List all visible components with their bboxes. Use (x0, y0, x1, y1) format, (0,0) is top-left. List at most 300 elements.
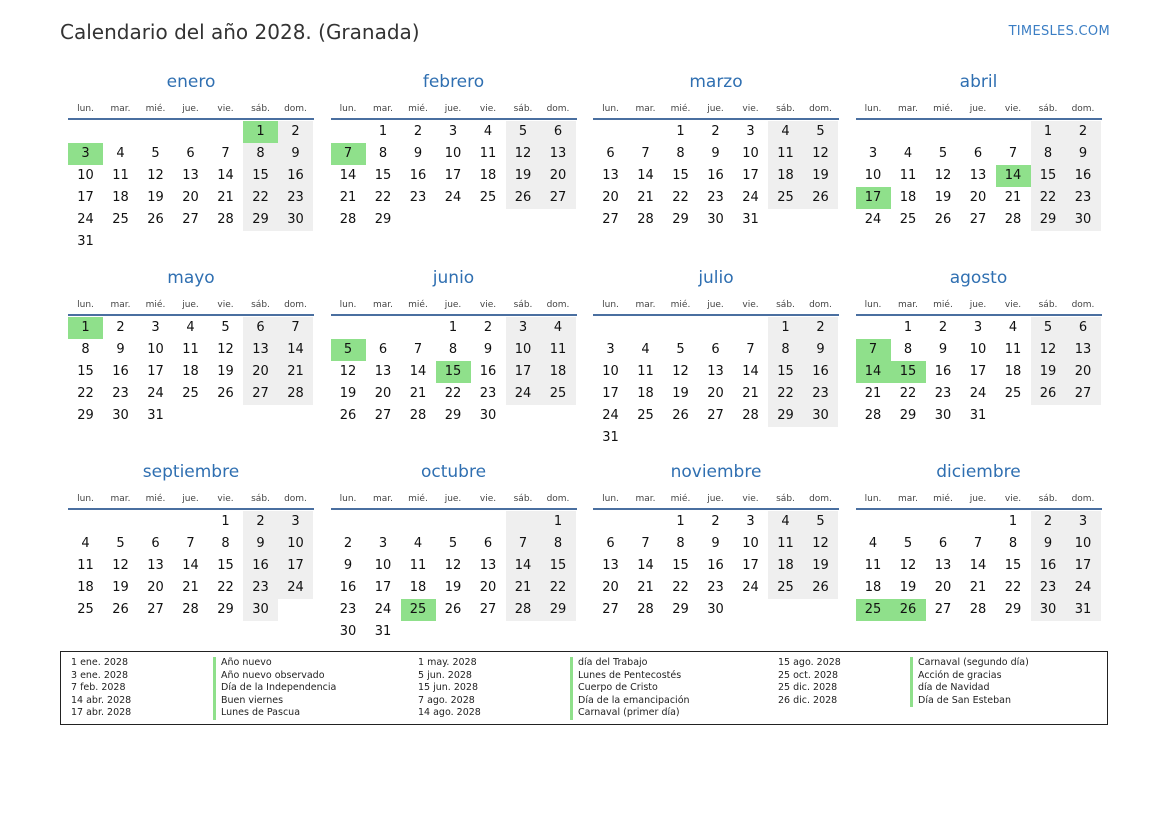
page-title: Calendario del año 2028. (Granada) (60, 20, 420, 44)
day-cell: 8 (676, 536, 685, 551)
day-cell: 4 (81, 536, 90, 551)
day-cell: 8 (448, 342, 458, 357)
day-cell: 28 (339, 212, 357, 227)
day-cell: 30 (707, 212, 724, 227)
day-cell: 16 (707, 558, 724, 573)
day-cell: 3 (278, 511, 313, 533)
weekday-label: mié. (145, 300, 166, 310)
legend-holiday-name: Día de la Independencia (213, 682, 336, 695)
day-cell: 14 (339, 168, 357, 183)
day-cell: 18 (899, 190, 917, 205)
weekday-label: lun. (339, 494, 357, 504)
day-cell: 21 (339, 190, 357, 205)
day-cell: 10 (602, 364, 619, 379)
day-cell: 12 (803, 143, 838, 165)
day-cell: 7 (641, 536, 650, 551)
day-cell: 29 (374, 212, 392, 227)
weekday-header (331, 104, 577, 116)
month-name: julio (698, 268, 734, 288)
weekday-label: jue. (707, 494, 724, 504)
day-cell: 30 (934, 408, 952, 423)
weekday-label: vie. (479, 300, 497, 310)
weekday-label: vie. (742, 104, 759, 114)
day-cell: 1 (676, 124, 685, 139)
day-cell: 10 (506, 339, 541, 361)
day-cell: 8 (768, 339, 803, 361)
day-cell: 8 (541, 533, 576, 555)
day-cell: 16 (803, 361, 838, 383)
day-cell: 10 (742, 146, 759, 161)
legend-holiday-name: Día de San Esteban (910, 695, 1029, 708)
day-cell: 27 (243, 383, 278, 405)
legend-dates-column (418, 657, 481, 720)
weekday-label: mar. (110, 300, 131, 310)
day-cell: 28 (409, 408, 427, 423)
legend-date: 25 oct. 2028 (778, 669, 839, 681)
day-cell: 15 (77, 364, 94, 379)
legend-holiday-name: día de Navidad (910, 682, 1029, 695)
day-cell: 23 (112, 386, 129, 401)
day-cell: 4 (768, 121, 803, 143)
day-cell: 9 (278, 143, 313, 165)
day-cell: 11 (637, 364, 654, 379)
legend-holiday-name: Lunes de Pascua (213, 707, 336, 720)
day-cell: 14 (182, 558, 199, 573)
legend-date: 15 ago. 2028 (778, 657, 841, 668)
day-cell: 26 (444, 602, 462, 617)
day-cell: 28 (506, 599, 541, 621)
legend-names-column (213, 657, 336, 720)
day-cell: 3 (746, 124, 755, 139)
day-cell: 10 (444, 146, 462, 161)
day-cell: 29 (1031, 209, 1066, 231)
day-cell: 4 (641, 342, 650, 357)
day-cell: 26 (934, 212, 952, 227)
day-cell: 5 (676, 342, 685, 357)
day-cell: 2 (938, 320, 948, 335)
weekday-label: jue. (969, 494, 987, 504)
day-cell: 5 (803, 511, 838, 533)
weekday-label: mié. (933, 300, 953, 310)
day-cell: 21 (278, 361, 313, 383)
day-cell: 3 (606, 342, 615, 357)
holiday-day-cell: 14 (996, 165, 1031, 187)
day-cell: 1 (903, 320, 913, 335)
day-cell: 22 (541, 577, 576, 599)
day-cell: 3 (506, 317, 541, 339)
day-cell: 8 (378, 146, 388, 161)
month-name: septiembre (142, 462, 240, 482)
weekday-label: mar. (897, 494, 919, 504)
day-cell: 26 (1031, 383, 1066, 405)
day-cell: 8 (1008, 536, 1018, 551)
day-cell: 12 (147, 168, 164, 183)
day-cell: 5 (151, 146, 160, 161)
day-cell: 16 (707, 168, 724, 183)
legend-date: 5 jun. 2028 (418, 669, 472, 681)
day-cell: 16 (243, 555, 278, 577)
day-cell: 11 (182, 342, 199, 357)
weekday-label: mar. (897, 300, 919, 310)
day-cell: 28 (278, 383, 313, 405)
legend-names-column (910, 657, 1029, 707)
day-cell: 17 (1066, 555, 1101, 577)
day-cell: 3 (973, 320, 983, 335)
day-cell: 7 (506, 533, 541, 555)
weekday-header (331, 300, 577, 312)
day-cell: 20 (243, 361, 278, 383)
weekday-label: lun. (602, 300, 619, 310)
weekday-label: dom. (284, 104, 307, 114)
day-cell: 15 (1004, 558, 1022, 573)
day-cell: 6 (151, 536, 160, 551)
weekday-header (856, 104, 1102, 116)
day-cell: 17 (444, 168, 462, 183)
day-cell: 20 (479, 580, 497, 595)
day-cell: 9 (1066, 143, 1101, 165)
day-cell: 10 (374, 558, 392, 573)
day-cell: 23 (934, 386, 952, 401)
day-cell: 20 (969, 190, 987, 205)
weekday-label: vie. (1004, 300, 1022, 310)
legend-date: 14 abr. 2028 (71, 694, 132, 706)
day-cell: 18 (1004, 364, 1022, 379)
day-cell: 25 (768, 577, 803, 599)
day-cell: 31 (742, 212, 759, 227)
day-cell: 18 (182, 364, 199, 379)
weekday-label: jue. (969, 300, 987, 310)
day-cell: 6 (186, 146, 195, 161)
day-cell: 17 (278, 555, 313, 577)
day-cell: 29 (768, 405, 803, 427)
day-cell: 29 (444, 408, 462, 423)
weekday-label: vie. (217, 300, 234, 310)
day-cell: 20 (602, 580, 619, 595)
day-cell: 2 (803, 317, 838, 339)
weekday-label: jue. (182, 300, 199, 310)
day-cell: 2 (116, 320, 125, 335)
weekday-label: mié. (408, 104, 428, 114)
day-cell: 26 (147, 212, 164, 227)
weekday-label: dom. (546, 300, 570, 310)
day-cell: 12 (1031, 339, 1066, 361)
day-cell: 17 (506, 361, 541, 383)
weekday-header (593, 494, 839, 506)
day-cell: 13 (374, 364, 392, 379)
day-cell: 7 (1008, 146, 1018, 161)
day-cell: 16 (479, 364, 497, 379)
day-cell: 6 (973, 146, 983, 161)
day-cell: 12 (506, 143, 541, 165)
day-cell: 11 (77, 558, 94, 573)
day-cell: 27 (602, 602, 619, 617)
weekday-label: mar. (372, 300, 394, 310)
day-cell: 24 (864, 212, 882, 227)
day-cell: 27 (707, 408, 724, 423)
day-cell: 30 (707, 602, 724, 617)
holiday-day-cell: 7 (331, 143, 366, 165)
day-cell: 20 (147, 580, 164, 595)
weekday-label: sáb. (251, 104, 270, 114)
day-cell: 30 (803, 405, 838, 427)
weekday-header (593, 104, 839, 116)
day-cell: 4 (116, 146, 125, 161)
day-cell: 31 (602, 430, 619, 445)
day-cell: 11 (112, 168, 129, 183)
weekday-label: sáb. (776, 104, 795, 114)
day-cell: 13 (1066, 339, 1101, 361)
day-cell: 27 (602, 212, 619, 227)
legend-dates-column (71, 657, 131, 720)
day-cell: 19 (217, 364, 234, 379)
day-cell: 23 (1031, 577, 1066, 599)
day-cell: 18 (864, 580, 882, 595)
day-cell: 28 (1004, 212, 1022, 227)
day-cell: 26 (803, 577, 838, 599)
day-cell: 3 (746, 514, 755, 529)
day-cell: 22 (217, 580, 234, 595)
day-cell: 2 (413, 124, 423, 139)
day-cell: 16 (409, 168, 427, 183)
day-cell: 7 (641, 146, 650, 161)
legend-date: 26 dic. 2028 (778, 694, 838, 706)
day-cell: 21 (742, 386, 759, 401)
weekday-label: mié. (933, 494, 953, 504)
weekday-label: dom. (1071, 104, 1095, 114)
day-cell: 20 (1066, 361, 1101, 383)
weekday-label: mar. (897, 104, 919, 114)
day-cell: 9 (116, 342, 125, 357)
weekday-label: sáb. (1038, 104, 1058, 114)
day-cell: 22 (1004, 580, 1022, 595)
day-cell: 21 (637, 580, 654, 595)
weekday-label: mar. (372, 104, 394, 114)
day-cell: 19 (444, 580, 462, 595)
day-cell: 22 (444, 386, 462, 401)
holiday-day-cell: 26 (891, 599, 926, 621)
day-cell: 26 (339, 408, 357, 423)
legend-date: 15 jun. 2028 (418, 682, 479, 694)
weekday-label: jue. (444, 494, 462, 504)
day-cell: 4 (1008, 320, 1018, 335)
weekday-header (68, 494, 314, 506)
holiday-day-cell: 15 (891, 361, 926, 383)
day-cell: 1 (1008, 514, 1018, 529)
day-cell: 1 (378, 124, 388, 139)
weekday-label: jue. (444, 104, 462, 114)
holiday-day-cell: 1 (243, 121, 278, 143)
day-cell: 20 (374, 386, 392, 401)
weekday-label: lun. (864, 104, 882, 114)
day-cell: 24 (1066, 577, 1101, 599)
weekday-label: mié. (670, 494, 691, 504)
header-divider (331, 508, 577, 510)
day-cell: 18 (112, 190, 129, 205)
day-cell: 26 (672, 408, 689, 423)
day-cell: 17 (77, 190, 94, 205)
weekday-label: dom. (1071, 494, 1095, 504)
day-cell: 12 (112, 558, 129, 573)
day-cell: 26 (112, 602, 129, 617)
weekday-label: lun. (339, 104, 357, 114)
day-cell: 3 (448, 124, 458, 139)
weekday-label: vie. (217, 494, 234, 504)
day-cell: 31 (969, 408, 987, 423)
day-cell: 12 (672, 364, 689, 379)
day-cell: 16 (112, 364, 129, 379)
day-cell: 7 (413, 342, 423, 357)
day-cell: 21 (409, 386, 427, 401)
day-cell: 4 (413, 536, 423, 551)
day-cell: 9 (1031, 533, 1066, 555)
day-cell: 12 (444, 558, 462, 573)
day-cell: 9 (343, 558, 353, 573)
day-cell: 30 (1031, 599, 1066, 621)
day-cell: 15 (672, 168, 689, 183)
weekday-label: mar. (635, 494, 656, 504)
day-cell: 14 (506, 555, 541, 577)
holiday-day-cell: 5 (331, 339, 366, 361)
weekday-label: vie. (742, 300, 759, 310)
day-cell: 27 (934, 602, 952, 617)
day-cell: 18 (637, 386, 654, 401)
day-cell: 1 (221, 514, 230, 529)
day-cell: 6 (243, 317, 278, 339)
day-cell: 5 (116, 536, 125, 551)
day-cell: 28 (637, 212, 654, 227)
legend-date: 7 ago. 2028 (418, 694, 475, 706)
day-cell: 8 (903, 342, 913, 357)
day-cell: 18 (768, 555, 803, 577)
day-cell: 24 (742, 190, 759, 205)
day-cell: 17 (742, 168, 759, 183)
day-cell: 22 (77, 386, 94, 401)
day-cell: 18 (409, 580, 427, 595)
day-cell: 11 (1004, 342, 1022, 357)
day-cell: 6 (606, 146, 615, 161)
day-cell: 14 (278, 339, 313, 361)
day-cell: 17 (602, 386, 619, 401)
day-cell: 26 (506, 187, 541, 209)
day-cell: 28 (742, 408, 759, 423)
month-name: mayo (167, 268, 215, 288)
weekend-blank-cell (506, 511, 541, 533)
weekday-header (331, 494, 577, 506)
weekday-header (68, 104, 314, 116)
day-cell: 24 (147, 386, 164, 401)
legend-date: 7 feb. 2028 (71, 682, 126, 694)
holiday-day-cell: 15 (436, 361, 471, 383)
day-cell: 27 (1066, 383, 1101, 405)
day-cell: 11 (899, 168, 917, 183)
day-cell: 5 (1031, 317, 1066, 339)
day-cell: 23 (1066, 187, 1101, 209)
day-cell: 22 (243, 187, 278, 209)
day-cell: 27 (479, 602, 497, 617)
day-cell: 23 (409, 190, 427, 205)
holiday-legend (60, 651, 1108, 725)
day-cell: 18 (768, 165, 803, 187)
day-cell: 18 (541, 361, 576, 383)
day-cell: 4 (541, 317, 576, 339)
day-cell: 24 (742, 580, 759, 595)
weekday-label: sáb. (776, 494, 795, 504)
day-cell: 19 (803, 555, 838, 577)
weekday-label: mar. (635, 300, 656, 310)
day-cell: 27 (374, 408, 392, 423)
day-cell: 31 (147, 408, 164, 423)
weekday-label: vie. (742, 494, 759, 504)
day-cell: 10 (742, 536, 759, 551)
legend-holiday-name: Carnaval (primer día) (570, 707, 690, 720)
day-cell: 5 (938, 146, 948, 161)
day-cell: 7 (221, 146, 230, 161)
weekday-label: mié. (408, 494, 428, 504)
weekday-label: mié. (670, 300, 691, 310)
day-cell: 6 (541, 121, 576, 143)
day-cell: 4 (186, 320, 195, 335)
weekday-label: sáb. (251, 300, 270, 310)
day-cell: 19 (1031, 361, 1066, 383)
legend-holiday-name: Año nuevo observado (213, 670, 336, 683)
day-cell: 27 (541, 187, 576, 209)
day-cell: 15 (217, 558, 234, 573)
weekday-label: lun. (77, 494, 94, 504)
day-cell: 7 (186, 536, 195, 551)
day-cell: 10 (77, 168, 94, 183)
day-cell: 10 (1066, 533, 1101, 555)
legend-holiday-name: Lunes de Pentecostés (570, 670, 690, 683)
day-cell: 6 (483, 536, 493, 551)
day-cell: 25 (1004, 386, 1022, 401)
legend-date: 1 ene. 2028 (71, 657, 128, 668)
day-cell: 29 (217, 602, 234, 617)
weekday-label: mar. (110, 104, 131, 114)
weekday-label: sáb. (1038, 300, 1058, 310)
weekday-label: jue. (182, 494, 199, 504)
day-cell: 2 (1031, 511, 1066, 533)
day-cell: 20 (707, 386, 724, 401)
day-cell: 29 (77, 408, 94, 423)
day-cell: 23 (278, 187, 313, 209)
day-cell: 17 (742, 558, 759, 573)
day-cell: 12 (217, 342, 234, 357)
day-cell: 9 (711, 146, 720, 161)
day-cell: 13 (602, 558, 619, 573)
site-link[interactable]: TIMESLES.COM (1008, 24, 1110, 39)
day-cell: 13 (243, 339, 278, 361)
day-cell: 2 (243, 511, 278, 533)
day-cell: 27 (969, 212, 987, 227)
day-cell: 19 (899, 580, 917, 595)
day-cell: 11 (409, 558, 427, 573)
legend-holiday-name: Cuerpo de Cristo (570, 682, 690, 695)
day-cell: 2 (711, 124, 720, 139)
month-name: agosto (949, 268, 1008, 288)
day-cell: 8 (676, 146, 685, 161)
day-cell: 14 (217, 168, 234, 183)
day-cell: 24 (602, 408, 619, 423)
legend-holiday-name: Día de la emancipación (570, 695, 690, 708)
day-cell: 19 (934, 190, 952, 205)
day-cell: 28 (637, 602, 654, 617)
day-cell: 26 (217, 386, 234, 401)
day-cell: 6 (1066, 317, 1101, 339)
day-cell: 10 (147, 342, 164, 357)
day-cell: 21 (506, 577, 541, 599)
weekday-label: jue. (969, 104, 987, 114)
day-cell: 30 (339, 624, 357, 639)
